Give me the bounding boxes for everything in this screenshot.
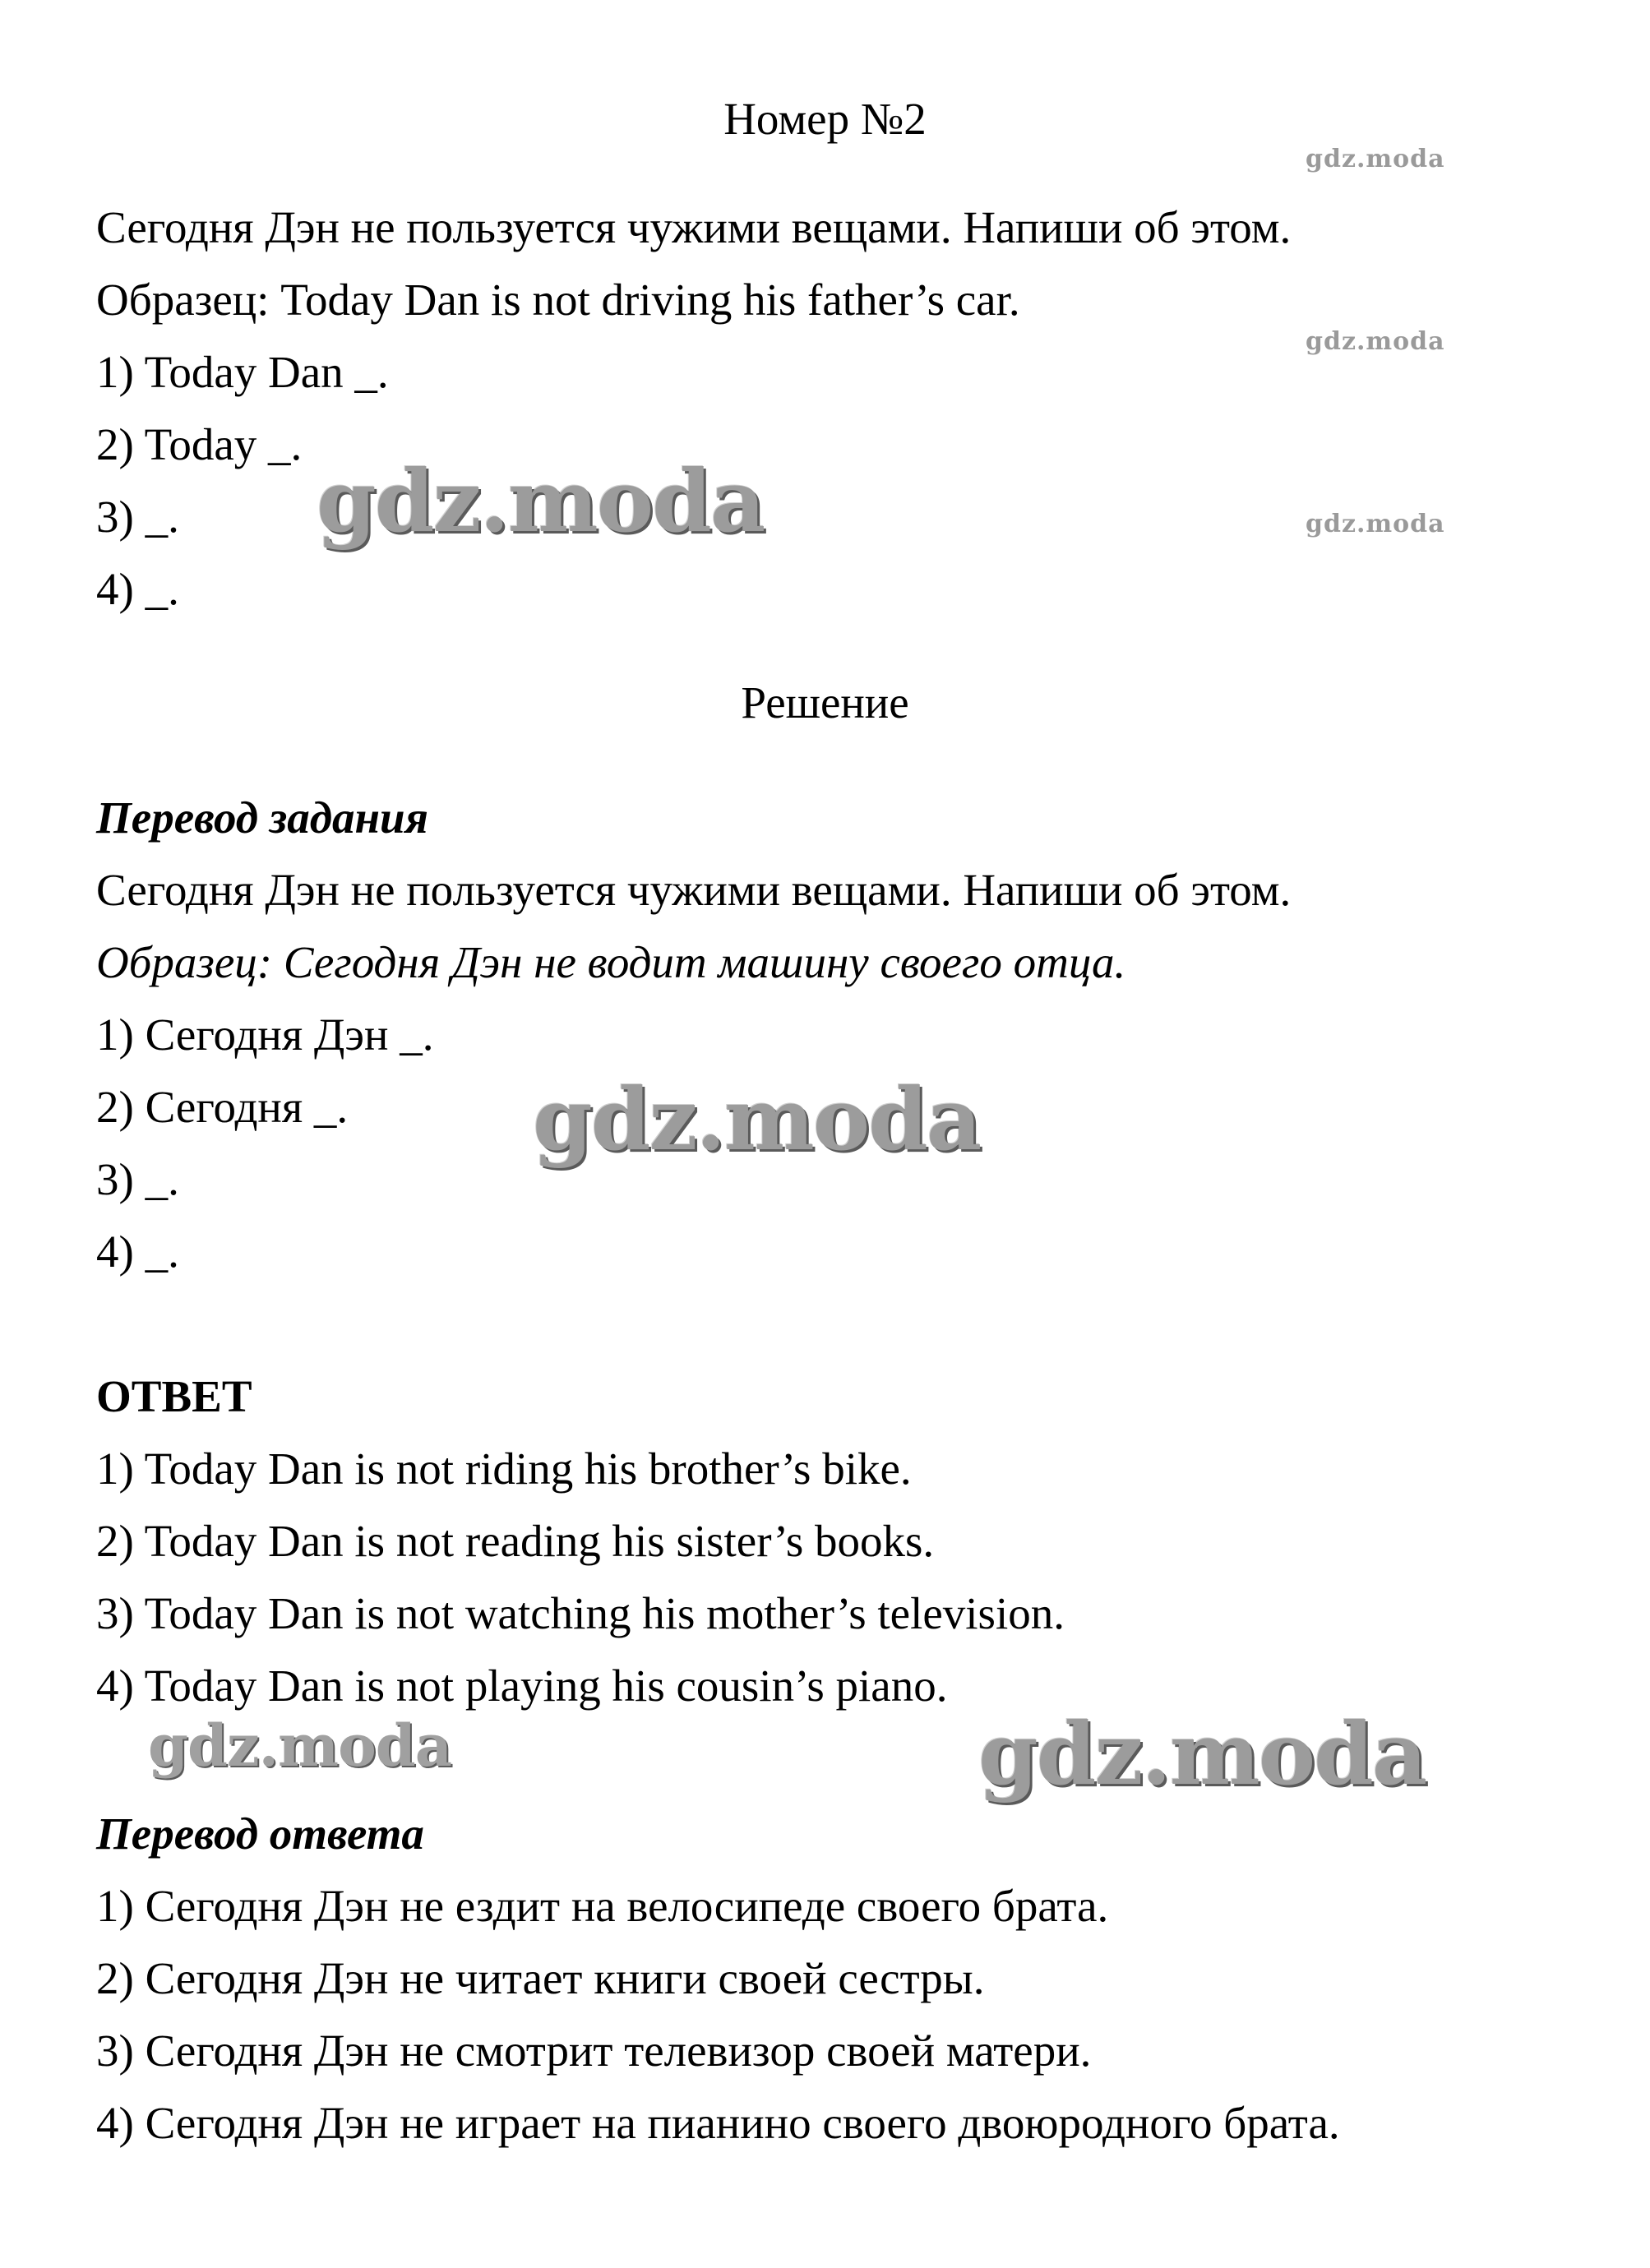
task-item-2: 2) Today _.: [96, 419, 303, 469]
page-title: Номер №2: [723, 94, 927, 144]
answer-translation-item-4: 4) Сегодня Дэн не играет на пианино своего двоюродного брата.: [96, 2098, 1340, 2148]
task-item-3: 3) _.: [96, 492, 179, 542]
answer-translation-item-1: 1) Сегодня Дэн не ездит на велосипеде своего брата.: [96, 1881, 1109, 1931]
watermark-medium: gdz.moda: [148, 1711, 452, 1780]
watermark-large-3: gdz.moda: [978, 1703, 1426, 1804]
translation-instruction: Сегодня Дэн не пользуется чужими вещами. Напиши об этом.: [96, 865, 1292, 915]
answer-item-2: 2) Today Dan is not reading his sister’s books.: [96, 1516, 935, 1566]
translation-example: Образец: Сегодня Дэн не водит машину своего отца.: [96, 937, 1126, 987]
task-example: Образец: Today Dan is not driving his father’s car.: [96, 275, 1020, 325]
task-item-4: 4) _.: [96, 564, 179, 614]
answer-item-3: 3) Today Dan is not watching his mother’s television.: [96, 1588, 1065, 1638]
solution-label: Решение: [741, 677, 909, 728]
task-item-1: 1) Today Dan _.: [96, 347, 389, 397]
answer-translation-heading: Перевод ответа: [96, 1808, 424, 1859]
translation-item-1: 1) Сегодня Дэн _.: [96, 1009, 434, 1060]
watermark-small-1: gdz.moda: [1306, 145, 1445, 173]
watermark-small-2: gdz.moda: [1306, 327, 1445, 356]
answer-translation-item-2: 2) Сегодня Дэн не читает книги своей сестры.: [96, 1953, 985, 2003]
translation-heading: Перевод задания: [96, 792, 428, 843]
translation-item-3: 3) _.: [96, 1154, 179, 1204]
watermark-large-1: gdz.moda: [317, 450, 765, 552]
answer-item-1: 1) Today Dan is not riding his brother’s bike.: [96, 1443, 912, 1494]
answer-translation-item-3: 3) Сегодня Дэн не смотрит телевизор своей матери.: [96, 2025, 1092, 2076]
translation-item-4: 4) _.: [96, 1226, 179, 1277]
watermark-small-3: gdz.moda: [1306, 510, 1445, 538]
translation-item-2: 2) Сегодня _.: [96, 1082, 349, 1132]
watermark-large-2: gdz.moda: [533, 1069, 981, 1170]
answer-heading: ОТВЕТ: [96, 1371, 252, 1421]
task-instruction: Сегодня Дэн не пользуется чужими вещами. Напиши об этом.: [96, 202, 1292, 252]
answer-item-4: 4) Today Dan is not playing his cousin’s piano.: [96, 1661, 948, 1711]
